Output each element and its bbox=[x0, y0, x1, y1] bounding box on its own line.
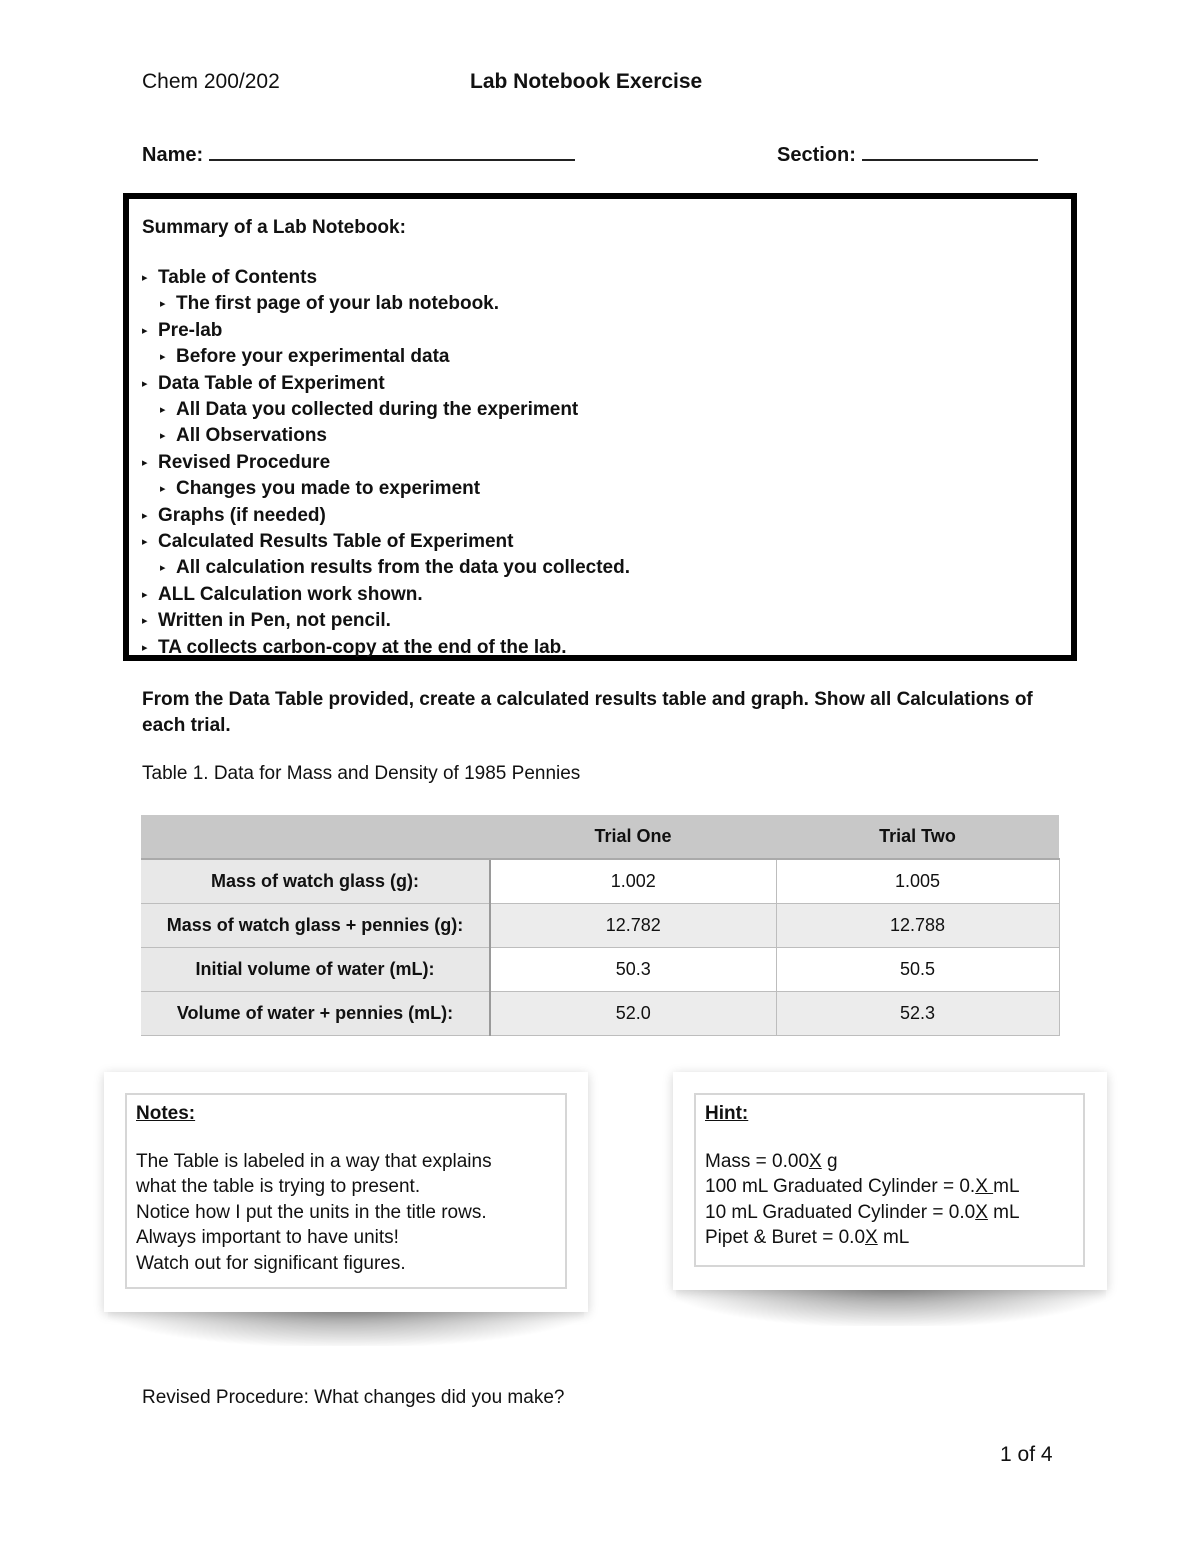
notes-line: Always important to have units! bbox=[136, 1227, 399, 1249]
table-header-cell: Trial One bbox=[490, 815, 776, 859]
summary-item: ▸ Table of Contents bbox=[142, 265, 630, 291]
section-label: Section: bbox=[777, 144, 856, 166]
table-row bbox=[141, 948, 1059, 992]
section-field[interactable] bbox=[777, 141, 1038, 167]
notes-line: Notice how I put the units in the title rows. bbox=[136, 1201, 487, 1223]
summary-subitem: ▸ The first page of your lab notebook. bbox=[142, 291, 630, 317]
summary-item: ▸ ALL Calculation work shown. bbox=[142, 582, 630, 608]
summary-list bbox=[142, 265, 630, 661]
revised-procedure-prompt: Revised Procedure: What changes did you make? bbox=[142, 1387, 565, 1408]
name-blank-line[interactable] bbox=[209, 141, 575, 161]
table-cell: 1.005 bbox=[776, 859, 1059, 904]
notes-line: what the table is trying to present. bbox=[136, 1176, 421, 1198]
summary-item: ▸ Calculated Results Table of Experiment bbox=[142, 529, 630, 555]
row-label: Initial volume of water (mL): bbox=[141, 948, 490, 992]
table-caption: Table 1. Data for Mass and Density of 1985 Pennies bbox=[142, 763, 581, 784]
table-cell: 1.002 bbox=[490, 859, 776, 904]
table-cell: 12.788 bbox=[776, 904, 1059, 948]
bullet-icon: ▸ bbox=[142, 509, 148, 522]
row-label: Mass of watch glass (g): bbox=[141, 859, 490, 904]
bullet-icon: ▸ bbox=[160, 404, 166, 417]
name-label: Name: bbox=[142, 144, 204, 166]
table-row bbox=[141, 992, 1059, 1036]
row-label: Mass of watch glass + pennies (g): bbox=[141, 904, 490, 948]
table-header-cell: Trial Two bbox=[776, 815, 1059, 859]
instructions-text: From the Data Table provided, create a calculated results table and graph. Show all Calculations of each trial. bbox=[142, 689, 1033, 736]
bullet-icon: ▸ bbox=[142, 324, 148, 337]
bullet-icon: ▸ bbox=[160, 430, 166, 443]
table-cell: 52.0 bbox=[490, 992, 776, 1036]
summary-item: ▸ TA collects carbon-copy at the end of the lab. bbox=[142, 635, 630, 661]
bullet-icon: ▸ bbox=[142, 272, 148, 284]
section-blank-line[interactable] bbox=[862, 141, 1038, 161]
hint-line: Mass = 0.00X g bbox=[705, 1151, 838, 1172]
summary-item: ▸ Pre-lab bbox=[142, 318, 630, 344]
table-row bbox=[141, 904, 1059, 948]
table-row bbox=[141, 859, 1059, 904]
notes-heading: Notes: bbox=[136, 1103, 196, 1124]
table-cell: 52.3 bbox=[776, 992, 1059, 1036]
data-table bbox=[141, 815, 1060, 1036]
summary-item: ▸ Data Table of Experiment bbox=[142, 371, 630, 397]
hint-heading: Hint: bbox=[705, 1103, 749, 1124]
table-cell: 50.3 bbox=[490, 948, 776, 992]
summary-box bbox=[123, 193, 1077, 661]
bullet-icon: ▸ bbox=[160, 562, 166, 575]
summary-item: ▸ Written in Pen, not pencil. bbox=[142, 608, 630, 634]
bullet-icon: ▸ bbox=[142, 615, 148, 628]
notes-line: Watch out for significant figures. bbox=[136, 1252, 406, 1274]
hint-line: Pipet & Buret = 0.0X mL bbox=[705, 1227, 910, 1249]
table-cell: 12.782 bbox=[490, 904, 776, 948]
summary-item: ▸ Graphs (if needed) bbox=[142, 503, 630, 529]
summary-subitem: ▸ Before your experimental data bbox=[142, 344, 630, 370]
page-number: 1 of 4 bbox=[1000, 1443, 1053, 1466]
hint-card bbox=[673, 1072, 1107, 1290]
bullet-icon: ▸ bbox=[160, 351, 166, 364]
bullet-icon: ▸ bbox=[142, 641, 148, 654]
bullet-icon: ▸ bbox=[160, 483, 166, 496]
summary-title: Summary of a Lab Notebook: bbox=[142, 217, 406, 238]
page-title: Lab Notebook Exercise bbox=[470, 70, 703, 93]
bullet-icon: ▸ bbox=[142, 588, 148, 601]
table-header-cell bbox=[141, 815, 490, 859]
notes-card-inner bbox=[125, 1093, 567, 1289]
bullet-icon: ▸ bbox=[160, 298, 166, 311]
hint-card-inner bbox=[694, 1093, 1085, 1267]
table-cell: 50.5 bbox=[776, 948, 1059, 992]
name-field[interactable] bbox=[142, 141, 575, 167]
course-label: Chem 200/202 bbox=[142, 70, 280, 93]
bullet-icon: ▸ bbox=[142, 456, 148, 469]
notes-body bbox=[136, 1149, 492, 1276]
summary-subitem: ▸ Changes you made to experiment bbox=[142, 476, 630, 502]
summary-subitem: ▸ All calculation results from the data you collected. bbox=[142, 555, 630, 581]
summary-subitem: ▸ All Observations bbox=[142, 423, 630, 449]
hint-body bbox=[705, 1149, 1020, 1251]
notes-card-shadow bbox=[108, 1306, 584, 1346]
table-header-row bbox=[141, 815, 1059, 859]
hint-line: 100 mL Graduated Cylinder = 0.X mL bbox=[705, 1176, 1020, 1198]
bullet-icon: ▸ bbox=[142, 377, 148, 390]
notes-card bbox=[104, 1072, 588, 1312]
notes-line: The Table is labeled in a way that explains bbox=[136, 1151, 492, 1172]
row-label: Volume of water + pennies (mL): bbox=[141, 992, 490, 1036]
bullet-icon: ▸ bbox=[142, 536, 148, 549]
summary-subitem: ▸ All Data you collected during the experiment bbox=[142, 397, 630, 423]
summary-item: ▸ Revised Procedure bbox=[142, 450, 630, 476]
hint-line: 10 mL Graduated Cylinder = 0.0X mL bbox=[705, 1201, 1020, 1223]
hint-card-shadow bbox=[676, 1286, 1106, 1326]
